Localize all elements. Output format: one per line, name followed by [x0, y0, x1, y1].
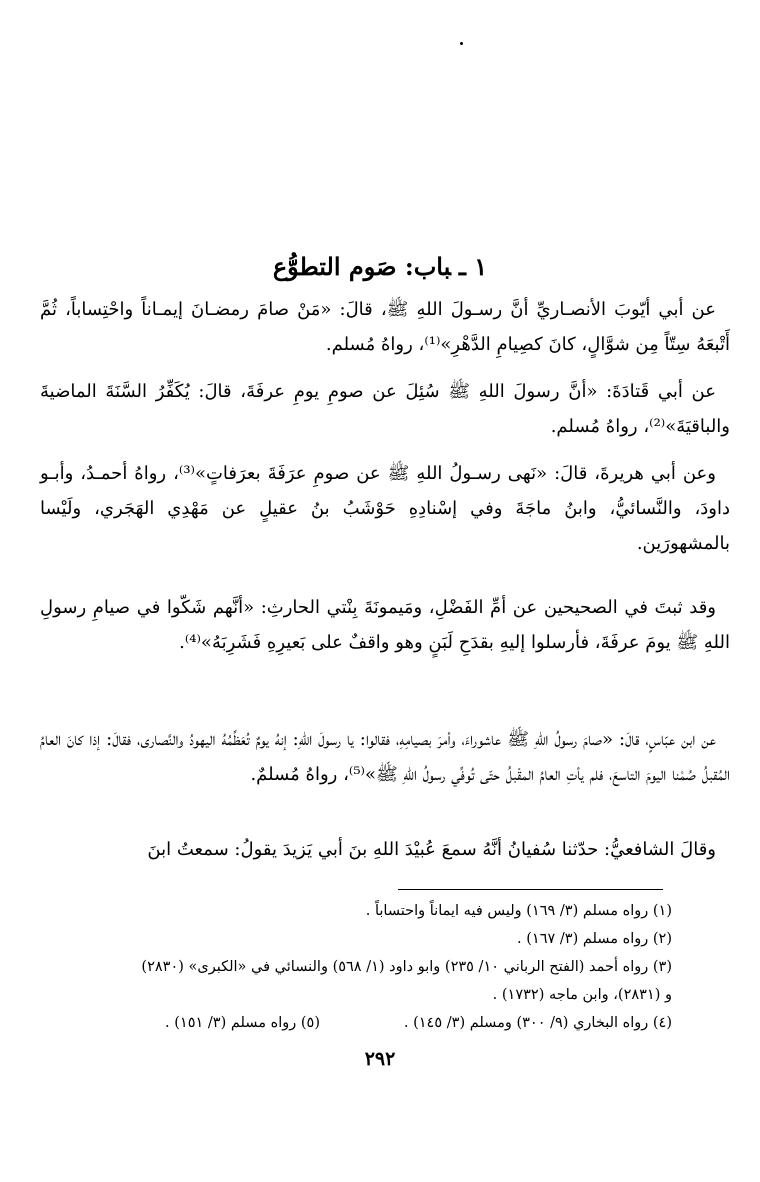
paragraph-2: عن أبي قَتادَةَ: «أنَّ رسولَ اللهِ ﷺ سُئِلَ عن صومِ يومِ عرفَةَ، قالَ: يُكَفِّرُ السَّنَةَ الماضيةَ والباقيَةَ»⁽²⁾، رواهُ مُسلم. [40, 381, 730, 437]
paragraph-1: عن أبي أيّوبَ الأنصـاريِّ أنَّ رسـولَ اللهِ ﷺ، قالَ: «مَنْ صامَ رمضـانَ إيمـاناً واحْتِساباً، ثُمَّ أَتْبعَهُ سِتّاً مِن شوَّالٍ، كانَ كصِيامِ الدَّهْرِ»⁽¹⁾، رواهُ مُسلم. [40, 299, 730, 355]
ink-speck [460, 42, 463, 45]
footnote-3: (٣) رواه أحمد (الفتح الرباني ١٠/ ٢٣٥) وابو داود (١/ ٥٦٨) والنسائي في «الكبرى» (٢٨٣٠) [141, 959, 672, 975]
footnote-1: (١) رواه مسلم (٣/ ١٦٩) وليس فيه ايماناً واحتساباً . [365, 903, 672, 919]
page-number: ٢٩٢ [364, 1048, 396, 1070]
footnote-divider [398, 889, 663, 890]
footnote-5: (٥) رواه مسلم (٣/ ١٥١) . [165, 1015, 320, 1031]
chapter-heading [0, 250, 760, 284]
footnote-2: (٢) رواه مسلم (٣/ ١٦٧) . [517, 931, 672, 947]
footnote-3-continued: و (٢٨٣١)، وابن ماجه (١٧٣٢) . [492, 987, 672, 1003]
heading-number: ١ ـ [458, 252, 488, 281]
paragraph-4: وقد ثبتَ في الصحيحين عن أمِّ الفَضْلِ، ومَيمونَةَ بِنْتي الحارثِ: «أنَّهم شَكّوا في صيامِ رسولِ اللهِ ﷺ يومَ عرفَةَ، فأرسلوا إليهِ بقدَحِ لَبَنٍ وهو واقفٌ على بَعيرِهِ فَشَرِبَهُ»⁽⁴⁾. [40, 597, 730, 653]
paragraph-6: وقالَ الشافعيُّ: حدّثنا سُفيانُ أنَّهُ سمعَ عُبيْدَ اللهِ بنَ أبي يَزيدَ يقولُ: سمعتُ ابنَ [147, 839, 716, 860]
paragraph-3: وعن أبي هريرةَ، قالَ: «نَهى رسـولُ اللهِ ﷺ عن صومِ عرَفَةَ بعرَفاتٍ»⁽³⁾، رواهُ أحمـدُ، وأبـو داودَ، والنَّسائيُّ، وابنُ ماجَةَ وفي إسْنادِهِ حَوْشَبُ بنُ عقيلٍ عن مَهْدِي الهَجَري، ولَيْسا بالمشهورَين. [40, 463, 730, 554]
paragraph-5: عن ابن عبّاسٍ، قالَ: «صامَ رسولُ اللهِ ﷺ عاشوراءَ، وأمرَ بصيامِهِ، فقالوا: يا رسولَ اللهِ: إنهُ يومٌ تُعَظِّمُهُ اليهودُ والنَّصارى، فقالَ: إذا كانَ العامُ المُقبلُ صُمْنا اليومَ التاسعَ، فلم يأتِ العامُ المقْبلُ حتّى تُوفِّي رسولُ اللهِ ﷺ»⁽⁵⁾، رواهُ مُسلمٌ. [40, 729, 730, 785]
footnote-4: (٤) رواه البخاري (٩/ ٣٠٠) ومسلم (٣/ ١٤٥) . [403, 1015, 672, 1031]
heading-title: باب: صَوم التطوُّع [272, 252, 451, 281]
